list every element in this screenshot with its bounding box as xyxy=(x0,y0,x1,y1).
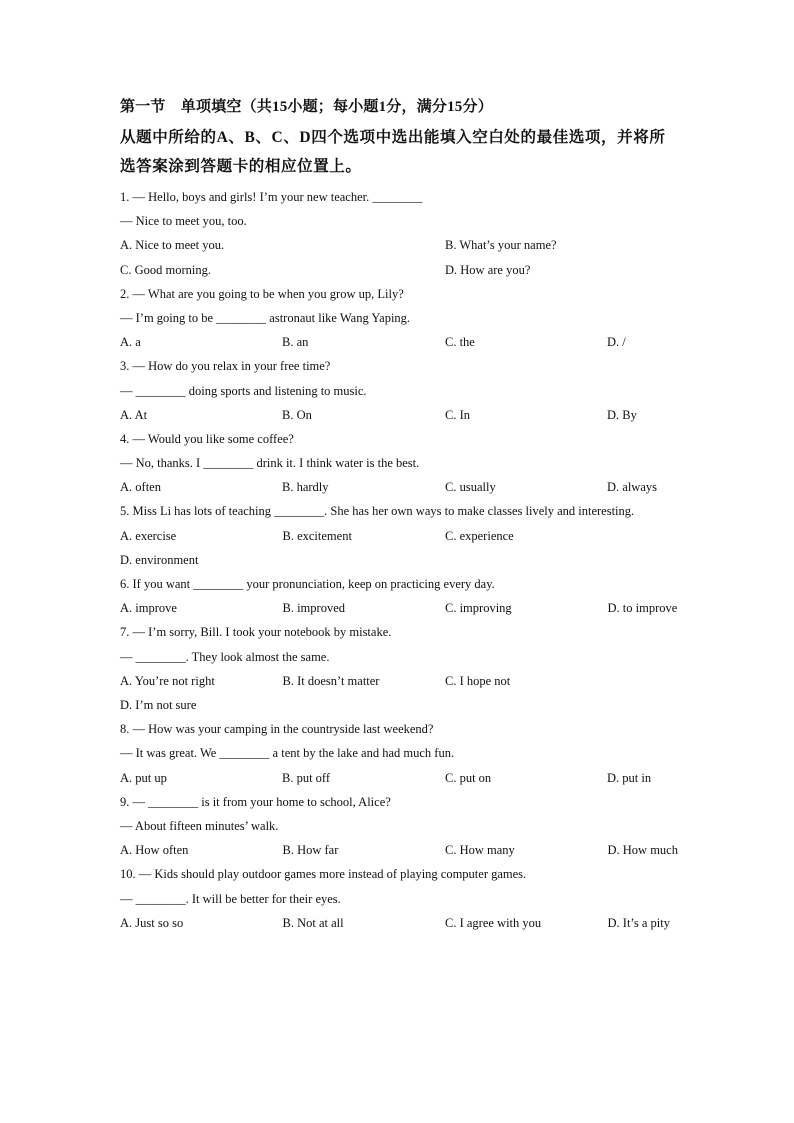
question-2-options xyxy=(120,330,680,354)
question-3-options xyxy=(120,403,680,427)
question-2-option-a[interactable]: A. a xyxy=(120,335,141,350)
question-4-prompt: 4. — Would you like some coffee? xyxy=(120,431,294,446)
question-10-option-c[interactable]: C. I agree with you xyxy=(445,915,542,930)
question-2-response: — I’m going to be ________ astronaut like Wang Yaping. xyxy=(120,310,411,325)
question-9-option-c[interactable]: C. How many xyxy=(445,843,515,858)
question-2-prompt: 2. — What are you going to be when you grow up, Lily? xyxy=(120,286,404,301)
question-10-response: — ________. It will be better for their eyes. xyxy=(120,891,341,906)
question-6-option-a[interactable]: A. improve xyxy=(120,601,177,616)
question-3-option-a[interactable]: A. At xyxy=(120,407,148,422)
question-1 xyxy=(120,185,680,282)
section-title: 第一节 单项填空（共15小题；每小题1分，满分15分） xyxy=(120,99,493,115)
question-10-option-b[interactable]: B. Not at all xyxy=(282,915,344,930)
question-9-option-d[interactable]: D. How much xyxy=(607,843,678,858)
question-10-options xyxy=(120,911,680,935)
question-4-options xyxy=(120,475,680,499)
question-8-option-d[interactable]: D. put in xyxy=(607,770,652,785)
question-1-option-a[interactable]: A. Nice to meet you. xyxy=(120,238,225,253)
question-7-option-d[interactable]: D. I’m not sure xyxy=(120,698,197,713)
question-3-option-d[interactable]: D. By xyxy=(607,407,637,422)
question-10-prompt: 10. — Kids should play outdoor games more instead of playing computer games. xyxy=(120,867,527,882)
question-3-response: — ________ doing sports and listening to music. xyxy=(120,383,367,398)
question-1-option-c[interactable]: C. Good morning. xyxy=(120,262,211,277)
question-5-prompt: 5. Miss Li has lots of teaching ________. She has her own ways to make classes lively and interesting. xyxy=(120,504,635,519)
question-1-options-row-1 xyxy=(120,233,680,257)
question-8 xyxy=(120,717,680,790)
question-6-prompt: 6. If you want ________ your pronunciation, keep on practicing every day. xyxy=(120,577,495,592)
question-7-response: — ________. They look almost the same. xyxy=(120,649,330,664)
question-6-option-d[interactable]: D. to improve xyxy=(607,601,678,616)
question-3-prompt: 3. — How do you relax in your free time? xyxy=(120,359,331,374)
question-5-option-a[interactable]: A. exercise xyxy=(120,528,177,543)
question-4-option-c[interactable]: C. usually xyxy=(445,480,496,495)
question-7 xyxy=(120,620,680,717)
question-2 xyxy=(120,282,680,355)
question-5-option-c[interactable]: C. experience xyxy=(445,528,514,543)
question-7-options xyxy=(120,669,680,717)
question-8-option-a[interactable]: A. put up xyxy=(120,770,167,785)
question-5 xyxy=(120,499,680,572)
question-3-option-c[interactable]: C. In xyxy=(445,407,470,422)
question-1-option-d[interactable]: D. How are you? xyxy=(445,262,531,277)
question-8-option-b[interactable]: B. put off xyxy=(282,770,331,785)
question-list xyxy=(120,185,680,935)
question-3-option-b[interactable]: B. On xyxy=(282,407,312,422)
question-9-option-b[interactable]: B. How far xyxy=(282,843,339,858)
question-4-option-a[interactable]: A. often xyxy=(120,480,161,495)
question-8-option-c[interactable]: C. put on xyxy=(445,770,492,785)
question-6 xyxy=(120,572,680,620)
question-9-option-a[interactable]: A. How often xyxy=(120,843,189,858)
question-1-prompt: 1. — Hello, boys and girls! I’m your new teacher. ________ xyxy=(120,190,423,204)
question-1-options-row-2 xyxy=(120,258,680,282)
question-3 xyxy=(120,354,680,427)
question-1-option-b[interactable]: B. What’s your name? xyxy=(445,238,557,253)
question-7-option-a[interactable]: A. You’re not right xyxy=(120,673,215,688)
question-8-response: — It was great. We ________ a tent by the lake and had much fun. xyxy=(120,746,455,761)
question-9-options xyxy=(120,838,680,862)
question-7-option-b[interactable]: B. It doesn’t matter xyxy=(282,673,380,688)
question-5-option-b[interactable]: B. excitement xyxy=(282,528,352,543)
question-6-options xyxy=(120,596,680,620)
question-4-response: — No, thanks. I ________ drink it. I think water is the best. xyxy=(120,456,420,471)
question-8-prompt: 8. — How was your camping in the countryside last weekend? xyxy=(120,722,434,737)
question-9-response: — About fifteen minutes’ walk. xyxy=(120,818,279,833)
question-5-option-d[interactable]: D. environment xyxy=(120,552,199,567)
question-7-prompt: 7. — I’m sorry, Bill. I took your notebook by mistake. xyxy=(120,625,392,640)
question-9 xyxy=(120,790,680,863)
question-4 xyxy=(120,427,680,500)
question-4-option-d[interactable]: D. always xyxy=(607,480,657,495)
question-5-options xyxy=(120,524,680,572)
question-2-option-d[interactable]: D. / xyxy=(607,335,626,350)
question-6-option-b[interactable]: B. improved xyxy=(282,601,345,616)
question-6-option-c[interactable]: C. improving xyxy=(445,601,512,616)
question-1-response: — Nice to meet you, too. xyxy=(120,214,247,229)
question-4-option-b[interactable]: B. hardly xyxy=(282,480,329,495)
question-10 xyxy=(120,862,680,935)
section-instructions: 从题中所给的A、B、C、D四个选项中选出能填入空白处的最佳选项，并将所选答案涂到答题卡的相应位置上。 xyxy=(120,129,666,175)
question-10-option-a[interactable]: A. Just so so xyxy=(120,915,184,930)
question-2-option-c[interactable]: C. the xyxy=(445,335,475,350)
question-9-prompt: 9. — ________ is it from your home to school, Alice? xyxy=(120,794,391,809)
question-7-option-c[interactable]: C. I hope not xyxy=(445,673,511,688)
question-10-option-d[interactable]: D. It’s a pity xyxy=(607,915,670,930)
question-2-option-b[interactable]: B. an xyxy=(282,335,309,350)
question-8-options xyxy=(120,766,680,790)
